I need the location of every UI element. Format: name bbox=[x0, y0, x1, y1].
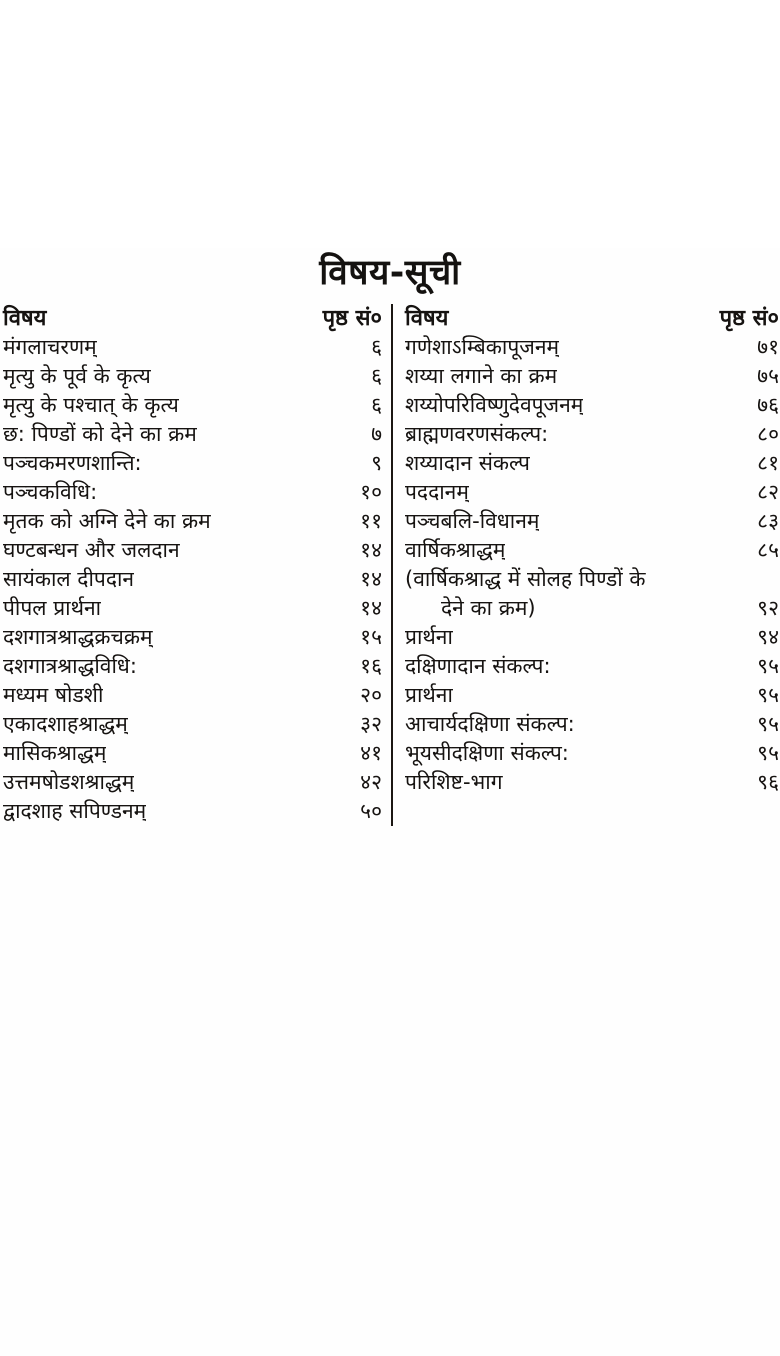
toc-entry bbox=[3, 652, 382, 681]
toc-entry-label: मासिकश्राद्धम् bbox=[3, 741, 107, 765]
toc-entry-label: पञ्चकमरणशान्ति: bbox=[3, 451, 142, 475]
toc-entry-page: १६ bbox=[360, 654, 382, 678]
toc-entry-label: मध्यम षोडशी bbox=[3, 683, 104, 707]
toc-entry-label: शय्या लगाने का क्रम bbox=[405, 364, 558, 388]
toc-entry-page: ८३ bbox=[757, 509, 779, 533]
toc-entry-page: ५० bbox=[360, 799, 382, 823]
toc-entry bbox=[405, 710, 779, 739]
toc-entry-page: १४ bbox=[360, 538, 382, 562]
toc-entry-page: ९२ bbox=[757, 596, 779, 620]
toc-entry-label: द्वादशाह सपिण्डनम् bbox=[3, 799, 147, 823]
toc-entry bbox=[3, 536, 382, 565]
toc-entry-label: पददानम् bbox=[405, 480, 469, 504]
toc-entry bbox=[3, 478, 382, 507]
toc-entry-page: १० bbox=[360, 480, 382, 504]
toc-entry-label: देने का क्रम) bbox=[441, 596, 536, 620]
toc-entry bbox=[405, 449, 779, 478]
toc-entry bbox=[3, 623, 382, 652]
toc-entry-page: २० bbox=[360, 683, 382, 707]
toc-entry-label: प्रार्थना bbox=[405, 625, 453, 649]
toc-entry bbox=[405, 681, 779, 710]
toc-entry bbox=[405, 507, 779, 536]
column-header bbox=[405, 304, 779, 333]
toc-entry bbox=[405, 536, 779, 565]
toc-entry bbox=[3, 333, 382, 362]
toc-entry-label: दक्षिणादान संकल्प: bbox=[405, 654, 551, 678]
toc-entry-label: (वार्षिकश्राद्ध में सोलह पिण्डों के bbox=[405, 567, 646, 591]
toc-entry bbox=[405, 594, 779, 623]
toc-entry-label: छ: पिण्डों को देने का क्रम bbox=[3, 422, 197, 446]
toc-column-right bbox=[393, 304, 780, 826]
toc-entry bbox=[405, 420, 779, 449]
toc-entry bbox=[405, 565, 779, 594]
toc-entry-label: मृत्यु के पूर्व के कृत्य bbox=[3, 364, 151, 388]
subject-header-label: विषय bbox=[405, 306, 449, 331]
toc-entry bbox=[405, 362, 779, 391]
page-number-header-label: पृष्ठ सं० bbox=[719, 306, 779, 331]
toc-entry-page: ९५ bbox=[757, 683, 779, 707]
toc-entry bbox=[3, 420, 382, 449]
page-title: विषय-सूची bbox=[319, 253, 461, 293]
toc-entry-page: ६ bbox=[371, 335, 382, 359]
toc-entry-label: शय्योपरिविष्णुदेवपूजनम् bbox=[405, 393, 584, 417]
toc-entry-page: ८१ bbox=[757, 451, 779, 475]
toc-entry bbox=[3, 768, 382, 797]
toc-entry-label: पीपल प्रार्थना bbox=[3, 596, 102, 620]
toc-entry-label: मृत्यु के पश्चात् के कृत्य bbox=[3, 393, 179, 417]
toc-entry bbox=[405, 391, 779, 420]
toc-entry-page: ६ bbox=[371, 393, 382, 417]
toc-entry-page: ७५ bbox=[757, 364, 779, 388]
toc-entry-page: १५ bbox=[360, 625, 382, 649]
toc-entry-page: ३२ bbox=[360, 712, 382, 736]
toc-entry-page: ९ bbox=[371, 451, 382, 475]
subject-header-label: विषय bbox=[3, 306, 47, 331]
toc-entry-page: ४२ bbox=[360, 770, 382, 794]
toc-entry-page: ९५ bbox=[757, 654, 779, 678]
toc-entry-label: मंगलाचरणम् bbox=[3, 335, 97, 359]
toc-entry bbox=[3, 362, 382, 391]
toc-entry-label: गणेशाऽम्बिकापूजनम् bbox=[405, 335, 560, 359]
toc-column-left bbox=[0, 304, 393, 826]
toc-entry-page: ६ bbox=[371, 364, 382, 388]
toc-entry-page: ७६ bbox=[757, 393, 779, 417]
toc-entry-label: दशगात्रश्राद्धक्रचक्रम् bbox=[3, 625, 153, 649]
toc-entry-page: ७ bbox=[371, 422, 382, 446]
toc-entry-page: ४१ bbox=[360, 741, 382, 765]
toc-entry-page: ११ bbox=[360, 509, 382, 533]
column-header bbox=[3, 304, 382, 333]
toc-entry-label: पञ्चकविधि: bbox=[3, 480, 98, 504]
toc-entry bbox=[3, 507, 382, 536]
toc-entry-label: वार्षिकश्राद्धम् bbox=[405, 538, 506, 562]
toc-entry-page: १४ bbox=[360, 567, 382, 591]
toc-entry-page: ७१ bbox=[757, 335, 779, 359]
toc-entry-page: ८२ bbox=[757, 480, 779, 504]
toc-entry-list bbox=[3, 333, 382, 826]
toc-entry bbox=[3, 797, 382, 826]
toc-entry-label: शय्यादान संकल्प bbox=[405, 451, 530, 475]
toc-entry-label: ब्राह्मणवरणसंकल्प: bbox=[405, 422, 549, 446]
page-number-header-label: पृष्ठ सं० bbox=[322, 306, 382, 331]
toc-entry-label: परिशिष्ट-भाग bbox=[405, 770, 503, 794]
toc-entry bbox=[405, 739, 779, 768]
toc-entry-label: दशगात्रश्राद्धविधि: bbox=[3, 654, 137, 678]
toc-entry-page: ९४ bbox=[757, 625, 779, 649]
toc-entry bbox=[405, 333, 779, 362]
toc-columns bbox=[0, 304, 780, 826]
toc-entry bbox=[3, 391, 382, 420]
toc-entry-label: एकादशाहश्राद्धम् bbox=[3, 712, 128, 736]
toc-entry-page: १४ bbox=[360, 596, 382, 620]
toc-entry bbox=[405, 652, 779, 681]
toc-entry-page: ९५ bbox=[757, 712, 779, 736]
toc-entry-label: पञ्चबलि-विधानम् bbox=[405, 509, 540, 533]
toc-entry-label: मृतक को अग्नि देने का क्रम bbox=[3, 509, 211, 533]
toc-entry-page: ९६ bbox=[757, 770, 779, 794]
toc-entry bbox=[405, 768, 779, 797]
toc-entry-page: ८५ bbox=[757, 538, 779, 562]
toc-entry-label: घण्टबन्धन और जलदान bbox=[3, 538, 180, 562]
toc-entry bbox=[3, 681, 382, 710]
toc-entry-page: ९५ bbox=[757, 741, 779, 765]
toc-entry bbox=[405, 478, 779, 507]
toc-entry-label: प्रार्थना bbox=[405, 683, 453, 707]
book-page bbox=[0, 248, 780, 1356]
toc-entry-label: सायंकाल दीपदान bbox=[3, 567, 135, 591]
toc-entry bbox=[405, 623, 779, 652]
toc-entry bbox=[3, 710, 382, 739]
toc-entry-label: आचार्यदक्षिणा संकल्प: bbox=[405, 712, 575, 736]
toc-entry-label: भूयसीदक्षिणा संकल्प: bbox=[405, 741, 569, 765]
toc-entry bbox=[3, 565, 382, 594]
toc-entry-label: उत्तमषोडशश्राद्धम् bbox=[3, 770, 135, 794]
toc-entry bbox=[3, 594, 382, 623]
toc-entry bbox=[3, 739, 382, 768]
toc-entry bbox=[3, 449, 382, 478]
toc-entry-list bbox=[405, 333, 779, 797]
toc-entry-page: ८० bbox=[757, 422, 779, 446]
